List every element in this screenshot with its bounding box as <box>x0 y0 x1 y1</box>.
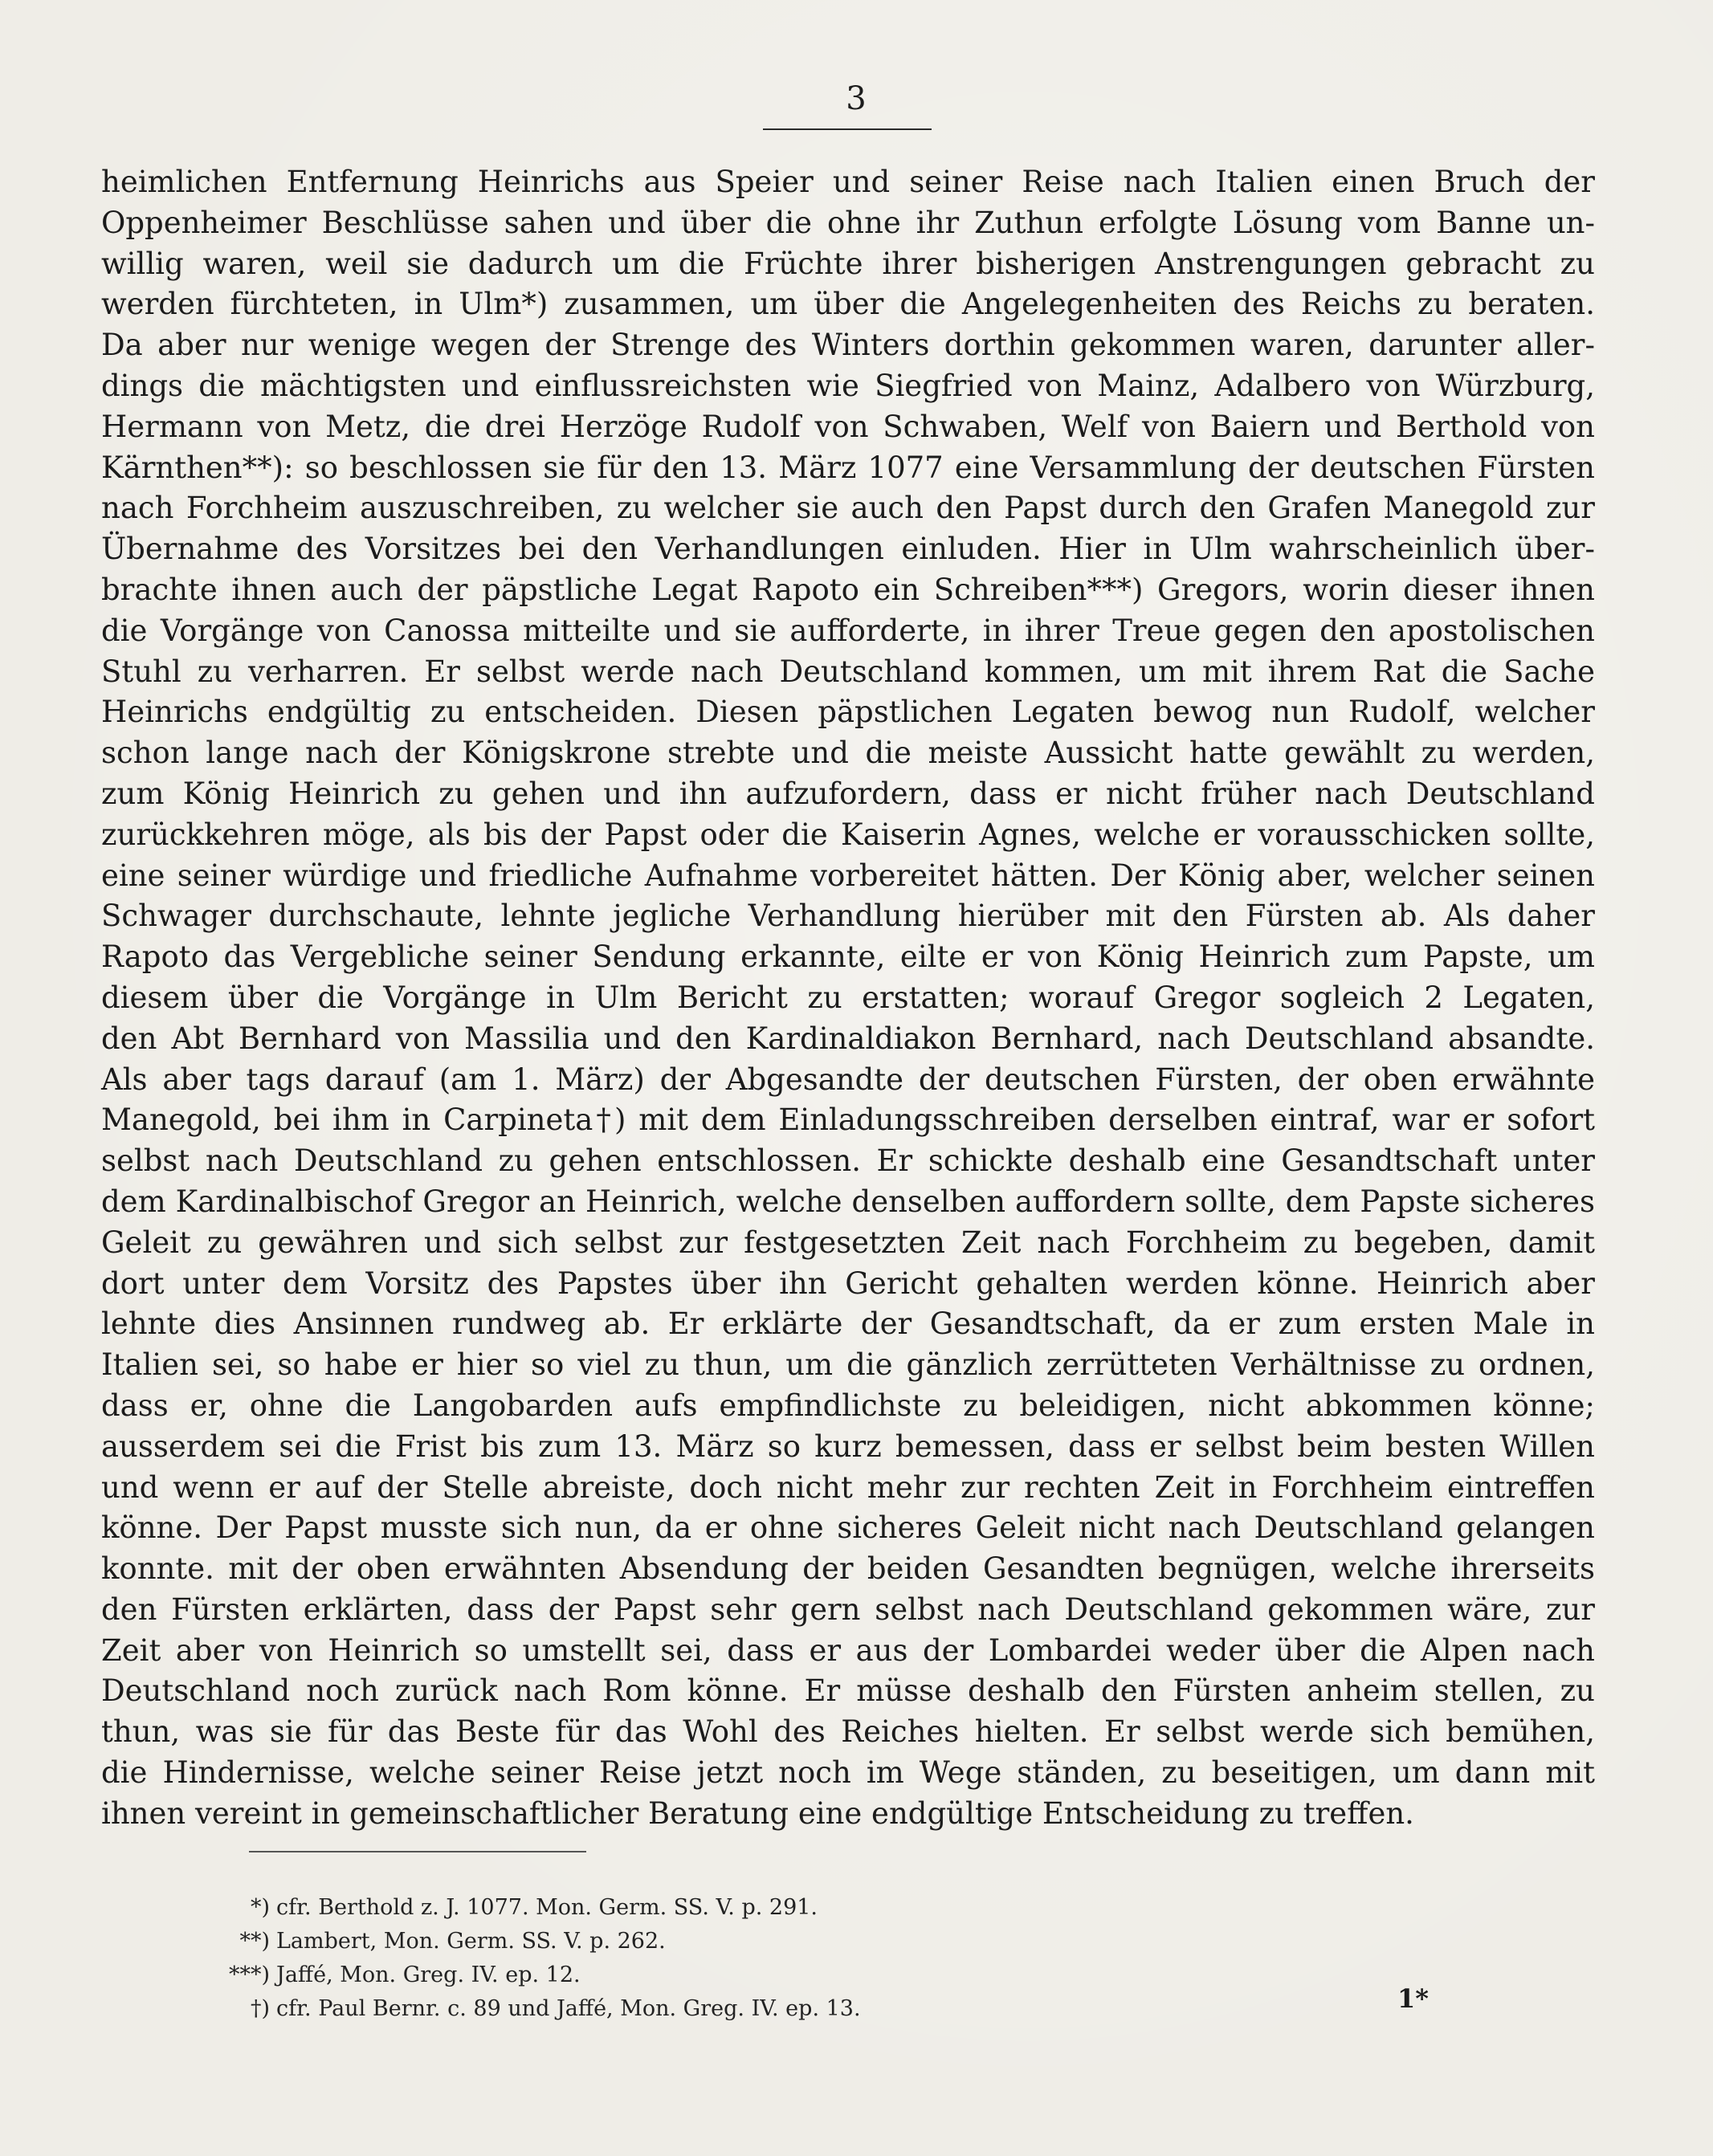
text-line: Übernahme des Vorsitzes bei den Verhandlungen einluden. Hier in Ulm wahrscheinlich über- <box>101 532 1595 567</box>
footnote <box>225 1925 861 1958</box>
footnote-text: Jaffé, Mon. Greg. IV. ep. 12. <box>276 1962 581 1987</box>
text-line: nach Forchheim auszuschreiben, zu welcher sie auch den Papst durch den Grafen Manegold zur <box>101 491 1595 526</box>
footnote-text: Lambert, Mon. Germ. SS. V. p. 262. <box>276 1929 666 1954</box>
text-line: zum König Heinrich zu gehen und ihn aufzufordern, dass er nicht früher nach Deutschland <box>101 776 1595 811</box>
footnote <box>225 1891 861 1925</box>
text-line: Da aber nur wenige wegen der Strenge des Winters dorthin gekommen waren, darunter aller- <box>101 328 1595 363</box>
text-line: könne. Der Papst musste sich nun, da er ohne sicheres Geleit nicht nach Deutschland gelangen <box>101 1510 1595 1546</box>
footnote-rule <box>249 1851 586 1852</box>
footnote-mark: *) <box>250 1895 270 1920</box>
footnote-text: cfr. Berthold z. J. 1077. Mon. Germ. SS. V. p. 291. <box>276 1895 818 1920</box>
text-line: lehnte dies Ansinnen rundweg ab. Er erklärte der Gesandtschaft, da er zum ersten Male in <box>101 1306 1595 1342</box>
text-line: schon lange nach der Königskrone strebte und die meiste Aussicht hatte gewählt zu werden, <box>101 736 1595 771</box>
text-line: zurückkehren möge, als bis der Papst oder die Kaiserin Agnes, welche er vorausschicken sollte, <box>101 817 1595 852</box>
footnotes <box>225 1891 861 2026</box>
text-line: dem Kardinalbischof Gregor an Heinrich, welche denselben auffordern sollte, dem Papste sicheres <box>101 1184 1595 1219</box>
text-line: Heinrichs endgültig zu entscheiden. Diesen päpstlichen Legaten bewog nun Rudolf, welcher <box>101 695 1595 730</box>
text-line: Schwager durchschaute, lehnte jegliche Verhandlung hierüber mit den Fürsten ab. Als daher <box>101 899 1595 934</box>
page-number: 3 <box>846 80 867 117</box>
text-line: Italien sei, so habe er hier so viel zu thun, um die gänzlich zerrütteten Verhältnisse zu ordnen, <box>101 1347 1595 1383</box>
text-line: Geleit zu gewähren und sich selbst zur festgesetzten Zeit nach Forchheim zu begeben, damit <box>101 1225 1595 1260</box>
text-line: selbst nach Deutschland zu gehen entschlossen. Er schickte deshalb eine Gesandtschaft unter <box>101 1143 1595 1179</box>
text-line: den Fürsten erklärten, dass der Papst sehr gern selbst nach Deutschland gekommen wäre, zur <box>101 1592 1595 1627</box>
text-line: ausserdem sei die Frist bis zum 13. März so kurz bemessen, dass er selbst beim besten Willen <box>101 1429 1595 1464</box>
text-line: Rapoto das Vergebliche seiner Sendung erkannte, eilte er von König Heinrich zum Papste, um <box>101 939 1595 975</box>
text-line: thun, was sie für das Beste für das Wohl des Reiches hielten. Er selbst werde sich bemühen, <box>101 1714 1595 1750</box>
footnote <box>225 1992 861 2026</box>
body-text <box>101 162 1595 1835</box>
text-line: Oppenheimer Beschlüsse sahen und über die ohne ihr Zuthun erfolgte Lösung vom Banne un- <box>101 205 1595 240</box>
text-line: und wenn er auf der Stelle abreiste, doch nicht mehr zur rechten Zeit in Forchheim eintreffen <box>101 1469 1595 1505</box>
footnote-text: cfr. Paul Bernr. c. 89 und Jaffé, Mon. Greg. IV. ep. 13. <box>276 1996 861 2021</box>
text-line: konnte. mit der oben erwähnten Absendung der beiden Gesandten begnügen, welche ihrerseits <box>101 1551 1595 1587</box>
text-line: die Vorgänge von Canossa mitteilte und sie aufforderte, in ihrer Treue gegen den apostolischen <box>101 613 1595 648</box>
footnote <box>225 1958 861 1992</box>
text-line: diesem über die Vorgänge in Ulm Bericht zu erstatten; worauf Gregor sogleich 2 Legaten, <box>101 980 1595 1015</box>
text-line: die Hindernisse, welche seiner Reise jetzt noch im Wege ständen, zu beseitigen, um dann mit <box>101 1755 1595 1791</box>
text-line: Kärnthen**): so beschlossen sie für den 13. März 1077 eine Versammlung der deutschen Fürsten <box>101 450 1595 485</box>
text-line: dort unter dem Vorsitz des Papstes über ihn Gericht gehalten werden könne. Heinrich aber <box>101 1265 1595 1301</box>
text-line: eine seiner würdige und friedliche Aufnahme vorbereitet hätten. Der König aber, welcher seinen <box>101 858 1595 893</box>
text-line: Zeit aber von Heinrich so umstellt sei, dass er aus der Lombardei weder über die Alpen nach <box>101 1632 1595 1668</box>
text-line: brachte ihnen auch der päpstliche Legat Rapoto ein Schreiben***) Gregors, worin dieser ihnen <box>101 572 1595 607</box>
text-line: dings die mächtigsten und einflussreichsten wie Siegfried von Mainz, Adalbero von Würzburg, <box>101 368 1595 403</box>
text-line: willig waren, weil sie dadurch um die Früchte ihrer bisherigen Anstrengungen gebracht zu <box>101 246 1595 281</box>
text-line: Manegold, bei ihm in Carpineta†) mit dem Einladungsschreiben derselben eintraf, war er sofort <box>101 1102 1595 1138</box>
text-line: ihnen vereint in gemeinschaftlicher Beratung eine endgültige Entscheidung zu treffen. <box>101 1795 1414 1831</box>
signature-mark: 1* <box>1397 1983 1429 2014</box>
text-line: werden fürchteten, in Ulm*) zusammen, um über die Angelegenheiten des Reichs zu beraten. <box>101 287 1595 322</box>
text-line: den Abt Bernhard von Massilia und den Kardinaldiakon Bernhard, nach Deutschland absandte. <box>101 1021 1595 1056</box>
footnote-mark: †) <box>250 1996 270 2021</box>
text-line: Stuhl zu verharren. Er selbst werde nach Deutschland kommen, um mit ihrem Rat die Sache <box>101 654 1595 689</box>
text-line: Als aber tags darauf (am 1. März) der Abgesandte der deutschen Fürsten, der oben erwähnte <box>101 1062 1595 1097</box>
text-line: Hermann von Metz, die drei Herzöge Rudolf von Schwaben, Welf von Baiern und Berthold von <box>101 409 1595 444</box>
text-line: Deutschland noch zurück nach Rom könne. Er müsse deshalb den Fürsten anheim stellen, zu <box>101 1673 1595 1709</box>
footnote-mark: **) <box>239 1929 270 1954</box>
text-line: dass er, ohne die Langobarden aufs empfindlichste zu beleidigen, nicht abkommen könne; <box>101 1388 1595 1423</box>
header-rule <box>763 128 932 130</box>
text-line: heimlichen Entfernung Heinrichs aus Speier und seiner Reise nach Italien einen Bruch der <box>101 165 1595 199</box>
footnote-mark: ***) <box>228 1962 270 1987</box>
